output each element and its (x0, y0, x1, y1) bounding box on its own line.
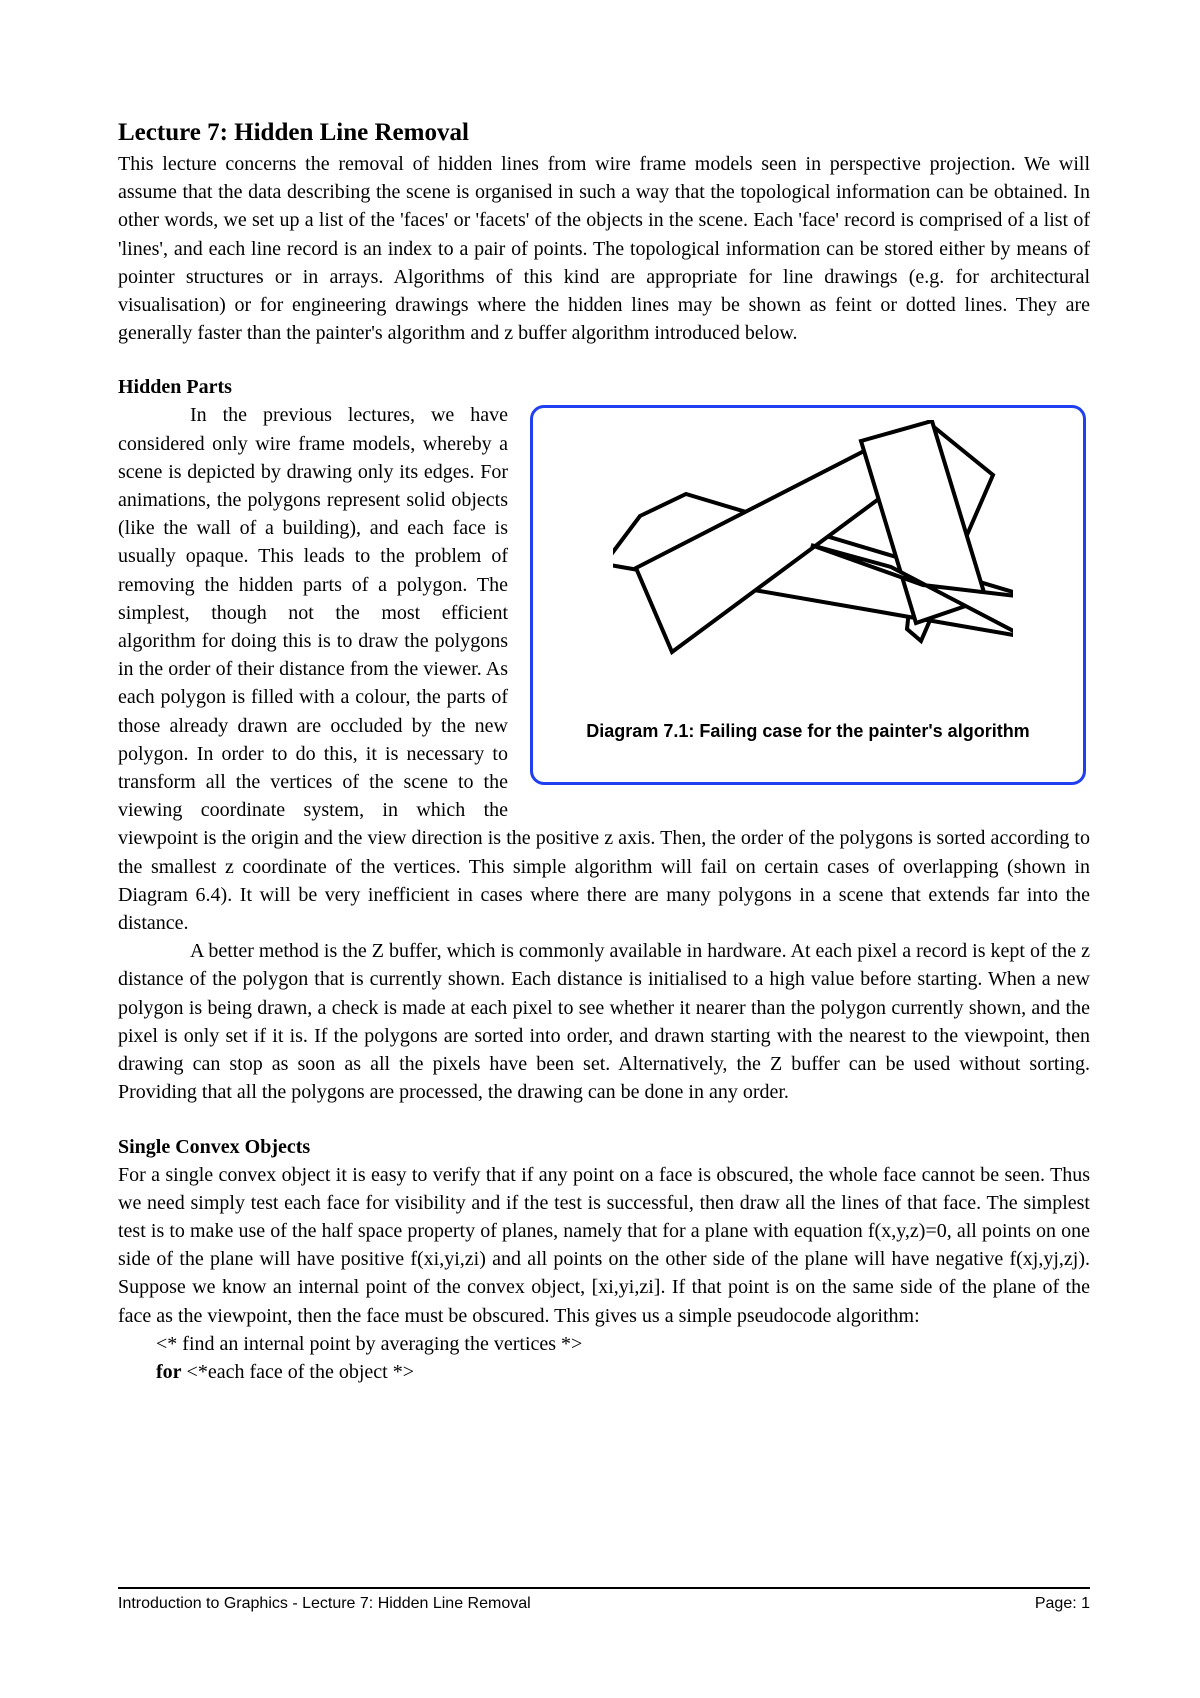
page-title: Lecture 7: Hidden Line Removal (118, 119, 469, 146)
page-content (118, 116, 1090, 1386)
figure (530, 405, 1090, 795)
painters-failure-diagram (613, 420, 1013, 670)
pseudocode-line-2 (118, 1358, 1090, 1386)
page-number: Page: 1 (1034, 1595, 1090, 1612)
figure-caption: Diagram 7.1: Failing case for the painter's algorithm (586, 721, 1030, 742)
pseudocode-line-1: <* find an internal point by averaging the vertices *> (156, 1332, 583, 1355)
pseudocode-text: <*each face of the object *> (181, 1360, 414, 1383)
page-footer (118, 1587, 1090, 1613)
single-convex-paragraph: For a single convex object it is easy to verify that if any point on a face is obscured, the whole face cannot be seen. Thus we need simply test each face for visibility and if the test is successful, then draw all the lines of that face. The simplest test is to make use of the half space property of planes, namely that for a plane with equation f(x,y,z)=0, all points on one side of the plane will have positive f(xi,yi,zi) and all points on the other side of the plane will have negative f(xj,yj,zj). Suppose we know an internal point of the convex object, [xi,yi,zi]. If that point is on the same side of the plane of the face as the viewpoint, then the face must be obscured. This gives us a simple pseudocode algorithm: (118, 1163, 1090, 1327)
intro-paragraph: This lecture concerns the removal of hidden lines from wire frame models seen in perspective projection. We will assume that the data describing the scene is organised in such a way that the topological information can be obtained. In other words, we set up a list of the 'faces' or 'facets' of the objects in the scene. Each 'face' record is comprised of a list of 'lines', and each line record is an index to a pair of points. The topological information can be stored either by means of pointer structures or in arrays. Algorithms of this kind are appropriate for line drawings (e.g. for architectural visualisation) or for engineering drawings where the hidden lines may be shown as feint or dotted lines. They are generally faster than the painter's algorithm and z buffer algorithm introduced below. (118, 153, 1090, 345)
figure-box (530, 405, 1086, 785)
hidden-parts-paragraph-2: A better method is the Z buffer, which is commonly available in hardware. At each pixel a record is kept of the z distance of the polygon that is currently shown. Each distance is initialised to a high value before starting. When a new polygon is being drawn, a check is made at each pixel to see whether it nearer than the polygon currently shown, and the pixel is only set if it is. If the polygons are sorted into order, and drawn starting with the nearest to the viewpoint, then drawing can stop as soon as all the pixels have been set. Alternatively, the Z buffer can be used without sorting. Providing that all the polygons are processed, the drawing can be done in any order. (118, 940, 1090, 1104)
footer-title: Introduction to Graphics - Lecture 7: Hidden Line Removal (118, 1595, 531, 1612)
section-heading-hidden-parts: Hidden Parts (118, 376, 232, 399)
section-heading-single-convex-objects: Single Convex Objects (118, 1135, 311, 1158)
hidden-parts-paragraph-1: In the previous lectures, we have considered only wire frame models, whereby a scene is depicted by drawing only its edges. For animations, the polygons represent solid objects (like the wall of a building), and each face is usually opaque. This leads to the problem of removing the hidden parts of a polygon. The simplest, though not the most efficient algorithm for doing this is to draw the polygons in the order of their distance from the viewer. As each polygon is filled with a colour, the parts of those already drawn are occluded by the new polygon. In order to do this, it is necessary to transform all the vertices of the scene to the viewing coordinate system, in which the viewpoint is the origin and the view direction is the positive z axis. Then, the order of the polygons is sorted according to the smallest z coordinate of the vertices. This simple algorithm will fail on certain cases of overlapping (shown in Diagram 6.4). It will be very inefficient in cases where there are many polygons in a scene that extends far into the distance. (118, 404, 1090, 935)
pseudocode-keyword: for (156, 1360, 182, 1383)
